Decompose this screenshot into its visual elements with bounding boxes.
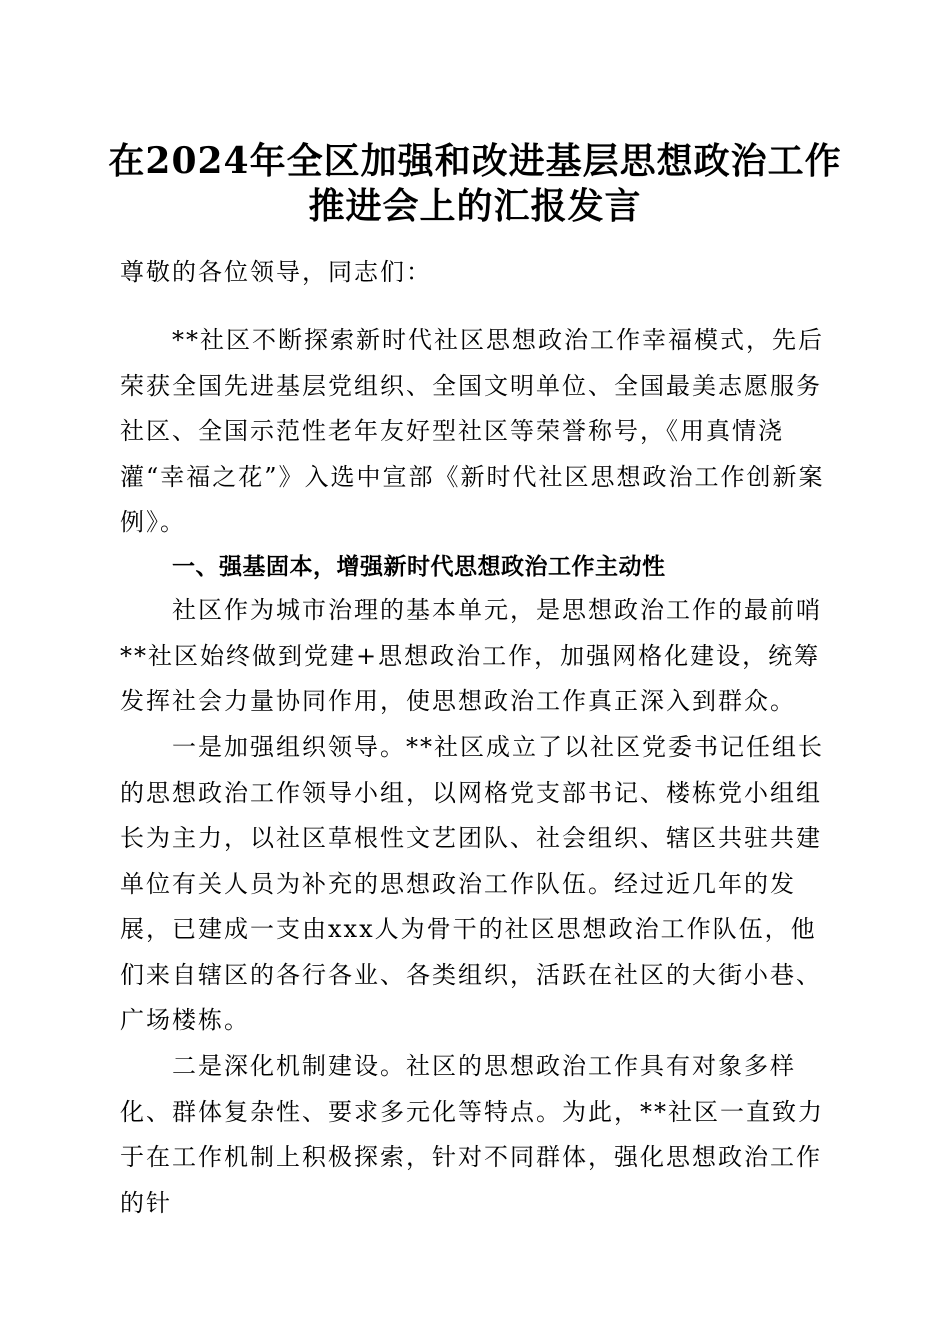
document-title-line-1: 在2024年全区加强和改进基层思想政治工作 — [108, 140, 842, 182]
document-title-line-2: 推进会上的汇报发言 — [308, 185, 642, 227]
intro-paragraph: **社区不断探索新时代社区思想政治工作幸福模式，先后荣获全国先进基层党组织、全国文明单位、全国最美志愿服务社区、全国示范性老年友好型社区等荣誉称号，《用真情浇灌“幸福之花”》入选中宣部《新时代社区思想政治工作创新案例》。 — [120, 326, 825, 536]
organization-leadership-paragraph — [120, 725, 832, 1044]
section-heading-1: 一、强基固本，增强新时代思想政治工作主动性 — [172, 554, 666, 580]
paragraph-lead-phrase: 二是深化机制建设。 — [172, 1052, 406, 1080]
salutation: 尊敬的各位领导，同志们： — [120, 258, 432, 286]
paragraph-body: **社区成立了以社区党委书记任组长的思想政治工作领导小组，以网格党支部书记、楼栋党小组组长为主力，以社区草根性文艺团队、社会组织、辖区共驻共建单位有关人员为补充的思想政治工作队伍。经过近几年的发展，已建成一支由xxx人为骨干的社区思想政治工作队伍，他们来自辖区的各行各业、各类组织，活跃在社区的大街小巷、广场楼栋。 — [120, 733, 824, 1034]
section-1-paragraph: 社区作为城市治理的基本单元，是思想政治工作的最前哨**社区始终做到党建+思想政治工作，加强网格化建设，统筹发挥社会力量协同作用，使思想政治工作真正深入到群众。 — [120, 596, 822, 715]
paragraph-body: 社区的思想政治工作具有对象多样化、群体复杂性、要求多元化等特点。为此，**社区一直致力于在工作机制上积极探索，针对不同群体，强化思想政治工作的针 — [120, 1052, 824, 1217]
paragraph-lead-phrase: 一是加强组织领导。 — [172, 733, 406, 761]
mechanism-building-paragraph — [120, 1044, 832, 1226]
